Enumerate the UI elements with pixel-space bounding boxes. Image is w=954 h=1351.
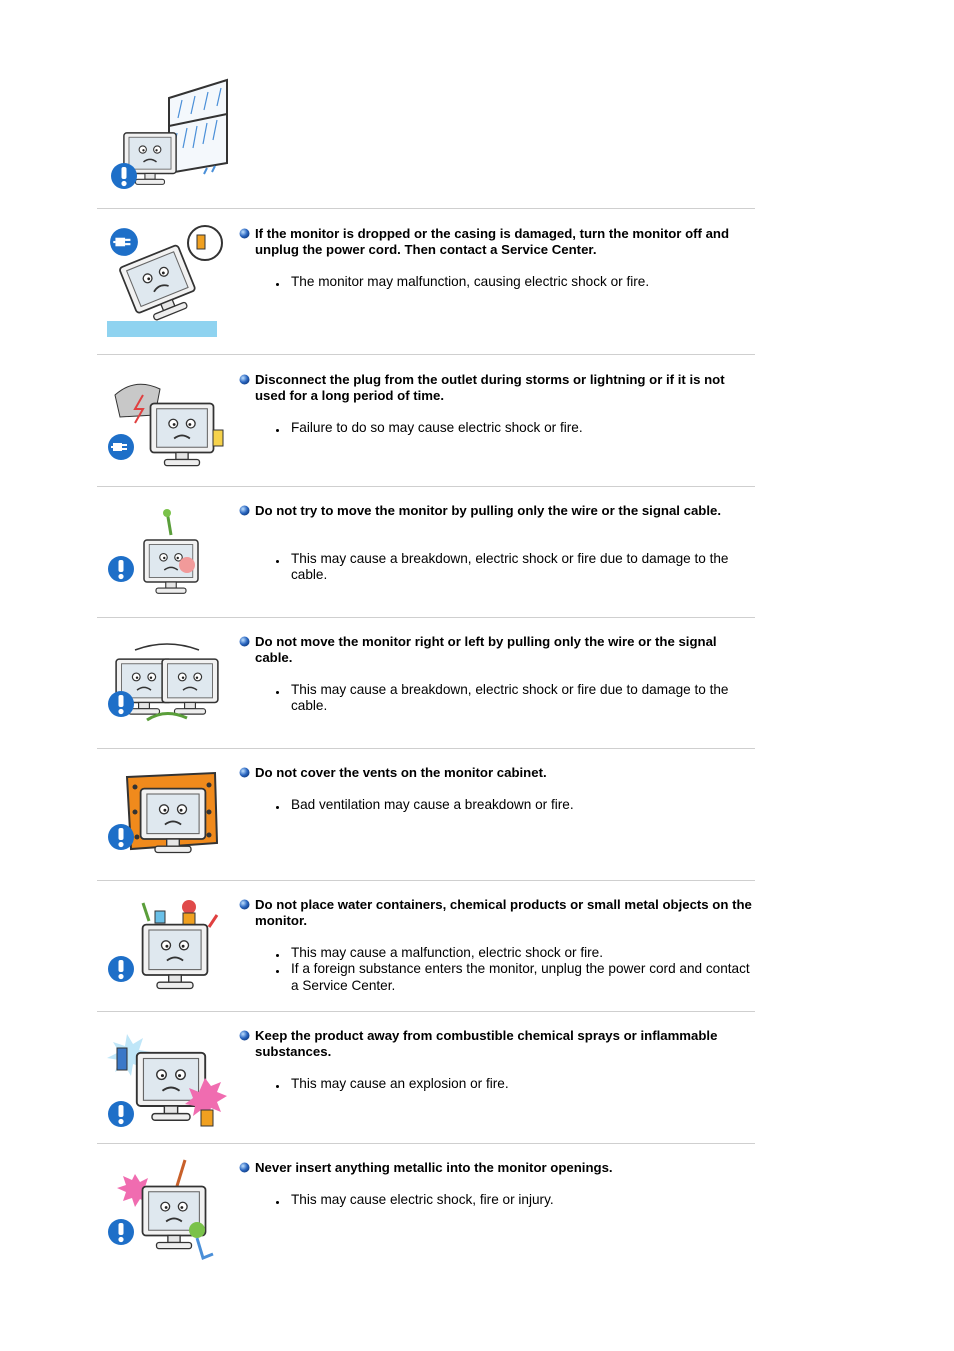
note-item: This may cause a breakdown, electric shock or fire due to damage to the cable. (273, 551, 753, 584)
heading-text: Do not cover the vents on the monitor cabinet. (255, 765, 547, 780)
section-heading (239, 897, 755, 930)
blue-bullet-icon (239, 899, 250, 910)
notes-list (273, 797, 753, 813)
safety-item-pulling-wire (97, 487, 755, 617)
notes-list (273, 420, 753, 436)
heading-text: Keep the product away from combustible chemical sprays or inflammable substances. (255, 1028, 718, 1060)
notes-list (273, 682, 753, 715)
blue-bullet-icon (239, 1030, 250, 1041)
note-item: If a foreign substance enters the monitor, unplug the power cord and contact a Service Center. (273, 961, 753, 994)
section-heading (239, 226, 755, 259)
combustible-spray-illustration (105, 1028, 229, 1146)
heading-text: Never insert anything metallic into the monitor openings. (255, 1160, 613, 1175)
note-item: Failure to do so may cause electric shock or fire. (273, 420, 753, 436)
safety-item-dropped-monitor (97, 209, 755, 354)
note-item: This may cause a breakdown, electric shock or fire due to damage to the cable. (273, 682, 753, 715)
heading-text: Disconnect the plug from the outlet during storms or lightning or if it is not used for a long period of time. (255, 372, 725, 404)
blue-bullet-icon (239, 636, 250, 647)
notes-list (273, 274, 753, 290)
notes-list (273, 1076, 753, 1092)
safety-item-metal-insert (97, 1144, 755, 1274)
note-item: This may cause a malfunction, electric shock or fire. (273, 945, 753, 961)
window-icon (169, 80, 227, 173)
pulling-wire-illustration (105, 505, 229, 623)
storm-lightning-unplug-illustration (105, 375, 229, 493)
section-heading (239, 372, 755, 405)
blue-bullet-icon (239, 505, 250, 516)
note-item: This may cause an explosion or fire. (273, 1076, 753, 1092)
metal-insert-illustration (105, 1158, 229, 1276)
safety-item-objects-on-monitor (97, 881, 755, 1011)
covered-vents-illustration (105, 767, 229, 885)
section-heading (239, 765, 755, 781)
heading-text: If the monitor is dropped or the casing is damaged, turn the monitor off and unplug the power cord. Then contact a Service Center. (255, 226, 730, 258)
notes-list (273, 551, 753, 584)
notes-list (273, 1192, 753, 1208)
blue-bullet-icon (239, 228, 250, 239)
safety-item-combustible (97, 1012, 755, 1143)
objects-on-monitor-illustration (105, 895, 229, 1013)
section-heading (239, 634, 755, 667)
section-heading (239, 503, 755, 519)
notes-list (273, 945, 753, 994)
section-heading (239, 1028, 755, 1061)
blue-bullet-icon (239, 1162, 250, 1173)
heading-text: Do not try to move the monitor by pulling only the wire or the signal cable. (255, 503, 721, 518)
note-item: Bad ventilation may cause a breakdown or fire. (273, 797, 753, 813)
unplug-and-dropped-monitor-illustration (105, 221, 229, 339)
blue-bullet-icon (239, 767, 250, 778)
safety-item-storm (97, 355, 755, 486)
heading-text: Do not move the monitor right or left by pulling only the wire or the signal cable. (255, 634, 717, 666)
blue-bullet-icon (239, 374, 250, 385)
safety-item-vents (97, 749, 755, 880)
note-item: The monitor may malfunction, causing electric shock or fire. (273, 274, 753, 290)
note-item: This may cause electric shock, fire or injury. (273, 1192, 753, 1208)
section-heading (239, 1160, 755, 1176)
monitor-near-rainy-window-illustration (107, 78, 229, 193)
heading-text: Do not place water containers, chemical products or small metal objects on the monitor. (255, 897, 752, 929)
moving-monitor-by-cable-illustration (105, 638, 229, 756)
safety-item-moving-by-cable (97, 618, 755, 748)
